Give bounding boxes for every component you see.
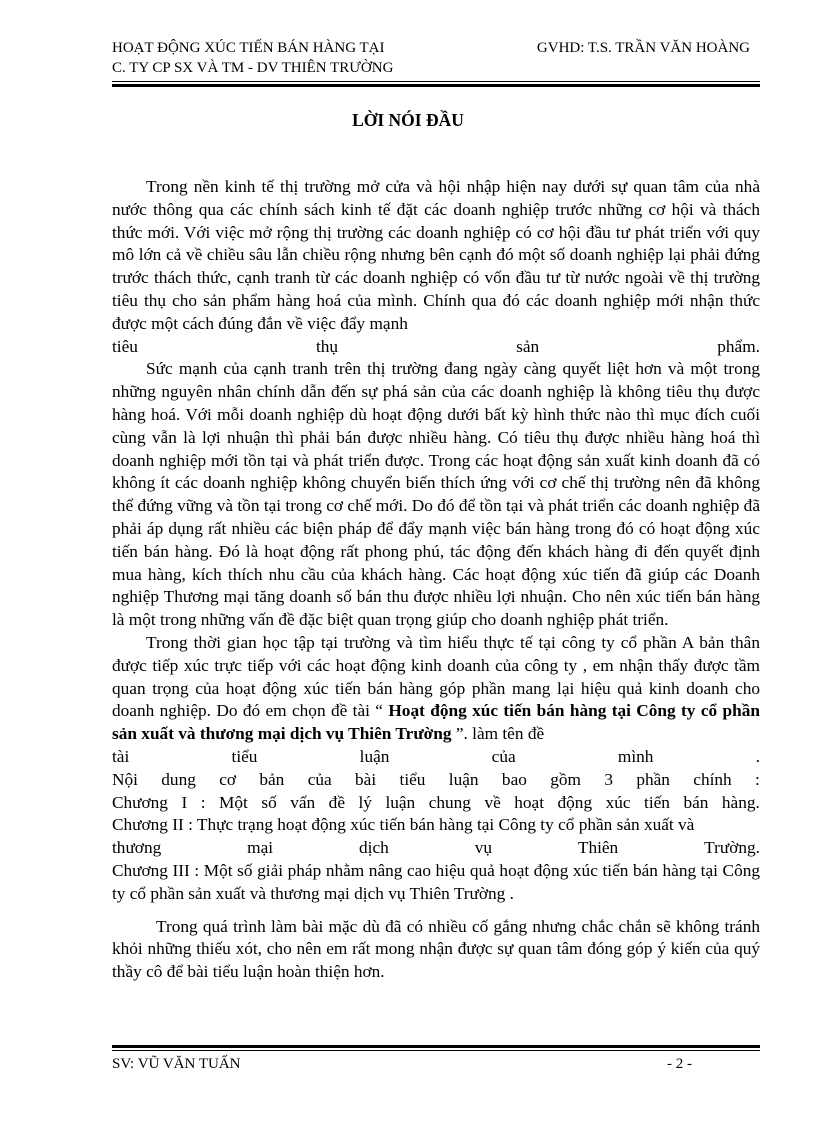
word: luận xyxy=(448,769,479,789)
word: dung xyxy=(161,769,196,789)
document-body xyxy=(112,176,760,984)
word: của xyxy=(491,746,516,766)
word: bản xyxy=(259,769,285,789)
word: sản xyxy=(516,336,540,356)
word: Trường. xyxy=(704,838,760,858)
word: lý xyxy=(358,792,372,812)
chapter-3: Chương III : Một số giải pháp nhằm nâng cao hiệu quả hoạt động xúc tiến bán hàng tại Công ty cổ phần sản xuất và thương mại dịch vụ Thiên Trường . xyxy=(112,860,760,903)
word: vụ xyxy=(474,838,492,858)
word: hoạt xyxy=(514,792,545,812)
word: : xyxy=(200,792,206,812)
word: bao xyxy=(501,769,527,789)
page-header xyxy=(112,38,752,78)
word: bán xyxy=(683,792,709,812)
contents-intro xyxy=(112,769,760,792)
paragraph-1: Trong nền kinh tế thị trường mở cửa và hội nhập hiện nay dưới sự quan tâm của nhà nước thông qua các chính sách kinh tế đặt các doanh nghiệp trước những cơ hội và thách thức mới. Với việc mở rộng thị trường các doanh nghiệp có cơ hội đầu tư phát triển với quy mô lớn cả về chiều sâu lẫn chiều rộng nhưng bên cạnh đó một số doanh nghiệp lại phải đứng trước thách thức, cạnh tranh từ các doanh nghiệp có vốn đầu tư từ nước ngoài về thị trường tiêu thụ cho sản phẩm hàng hoá của mình. Chính qua đó các doanh nghiệp mới nhận thức được một cách đúng đắn về việc đẩy mạnh xyxy=(112,177,760,333)
word: phần xyxy=(636,769,670,789)
paragraph-3 xyxy=(112,632,760,746)
word: tài xyxy=(112,746,130,766)
header-title-line2: C. TY CP SX VÀ TM - DV THIÊN TRƯỜNG xyxy=(112,60,394,76)
word: Chương xyxy=(112,792,168,812)
header-title-line1: HOẠT ĐỘNG XÚC TIẾN BÁN HÀNG TẠI xyxy=(112,40,385,56)
word: hàng. xyxy=(721,792,760,812)
word: Thiên xyxy=(577,838,619,858)
word: luận xyxy=(359,746,390,766)
word: phẩm. xyxy=(717,336,760,356)
word: I xyxy=(181,792,188,812)
paragraph-3-text: Trong thời gian học tập tại trường và tìm hiểu thực tế tại công ty cổ phần A bản thân được tiếp xúc trực tiếp với các hoạt động kinh doanh của công ty , em nhận thấy được tầm quan trọng của hoạt động xúc tiến bán hàng góp phần mang lại hiệu quả kinh doanh cho doanh nghiệp. Do đó em chọn đề tài “ xyxy=(112,632,760,721)
footer-rule-thin xyxy=(112,1050,760,1051)
thesis-topic: Hoạt động xúc tiến bán hàng tại Công ty cổ phần sản xuất và thương mại dịch vụ Thiên Trường xyxy=(112,701,760,744)
page-number: - 2 - xyxy=(667,1056,692,1072)
paragraph-2: Sức mạnh của cạnh tranh trên thị trường đang ngày càng quyết liệt hơn và một trong những nguyên nhân chính dẫn đến sự phá sản của các doanh nghiệp là không tiêu thụ được hàng hoá. Với mỗi doanh nghiệp dù hoạt động dưới bất kỳ hình thức nào thì mục đích cuối cùng vẫn là lợi nhuận thì phải bán được nhiều hàng. Có tiêu thụ được nhiều hàng hoá thì doanh nghiệp mới tồn tại và phát triển được. Trong các hoạt động sản xuất kinh doanh đã có không ít các doanh nghiệp không chuyển biến thích ứng với cơ chế thị trường nên đã không thể đứng vững và tồn tại trong cơ chế mới. Do đó để tồn tại và phát triển các doanh nghiệp đã phải áp dụng rất nhiều các biện pháp để đẩy mạnh việc bán hàng trong đó có hoạt động xúc tiến bán hàng. Đó là hoạt động rất phong phú, tác động đến khách hàng đi đến quyết định mua hàng, kích thích nhu cầu của khách hàng. Các hoạt động xúc tiến đã giúp các Doanh nghiệp Thương mại tăng doanh số bán thu được nhiều lợi nhuận. Cho nên xúc tiến bán hàng là một trong những vấn đề đặc biệt quan trọng giúp cho doanh nghiệp phát triển. xyxy=(112,359,760,630)
word: thương xyxy=(112,838,162,858)
word: bài xyxy=(355,769,377,789)
paragraph-1-last-line xyxy=(112,336,760,359)
chapter-1 xyxy=(112,792,760,815)
paragraph-3-tail: ”. làm tên đề xyxy=(451,724,545,744)
word: 3 xyxy=(604,769,613,789)
word: chính xyxy=(693,769,732,789)
chapter-2-last-line xyxy=(112,837,760,860)
word: Một xyxy=(219,792,248,812)
word: cơ xyxy=(219,769,237,789)
page-footer xyxy=(112,1056,692,1073)
word: chung xyxy=(428,792,471,812)
word: . xyxy=(755,746,760,766)
word: luận xyxy=(385,792,416,812)
word: tiêu xyxy=(112,336,138,356)
word: mình xyxy=(617,746,654,766)
header-rule-thick xyxy=(112,84,760,87)
word: động xyxy=(557,792,593,812)
word: thụ xyxy=(315,336,339,356)
paragraph-3-last-line xyxy=(112,746,760,769)
word: dịch xyxy=(359,838,389,858)
word: vấn xyxy=(290,792,316,812)
word: Nội xyxy=(112,769,138,789)
word: số xyxy=(261,792,277,812)
word: về xyxy=(484,792,501,812)
header-advisor: GVHD: T.S. TRẦN VĂN HOÀNG xyxy=(536,40,750,56)
word: xúc xyxy=(605,792,631,812)
paragraph-4: Trong quá trình làm bài mặc dù đã có nhiều cố gắng nhưng chắc chắn sẽ không tránh khỏi những thiếu xót, cho nên em rất mong nhận được sự quan tâm đóng góp ý kiến của quý thầy cô để bài tiểu luận hoàn thiện hơn. xyxy=(112,916,760,982)
chapter-2: Chương II : Thực trạng hoạt động xúc tiến bán hàng tại Công ty cổ phần sản xuất và xyxy=(112,815,695,835)
word: tiến xyxy=(644,792,670,812)
footer-rule-thick xyxy=(112,1045,760,1048)
word: đề xyxy=(328,792,345,812)
word: gồm xyxy=(550,769,581,789)
header-rule-thin xyxy=(112,81,760,82)
word: : xyxy=(755,769,760,789)
word: mại xyxy=(247,838,274,858)
page-title: LỜI NÓI ĐẦU xyxy=(352,110,464,130)
footer-student: SV: VŨ VĂN TUẤN xyxy=(112,1056,241,1072)
word: tiểu xyxy=(399,769,426,789)
word: của xyxy=(307,769,332,789)
word: tiểu xyxy=(231,746,258,766)
